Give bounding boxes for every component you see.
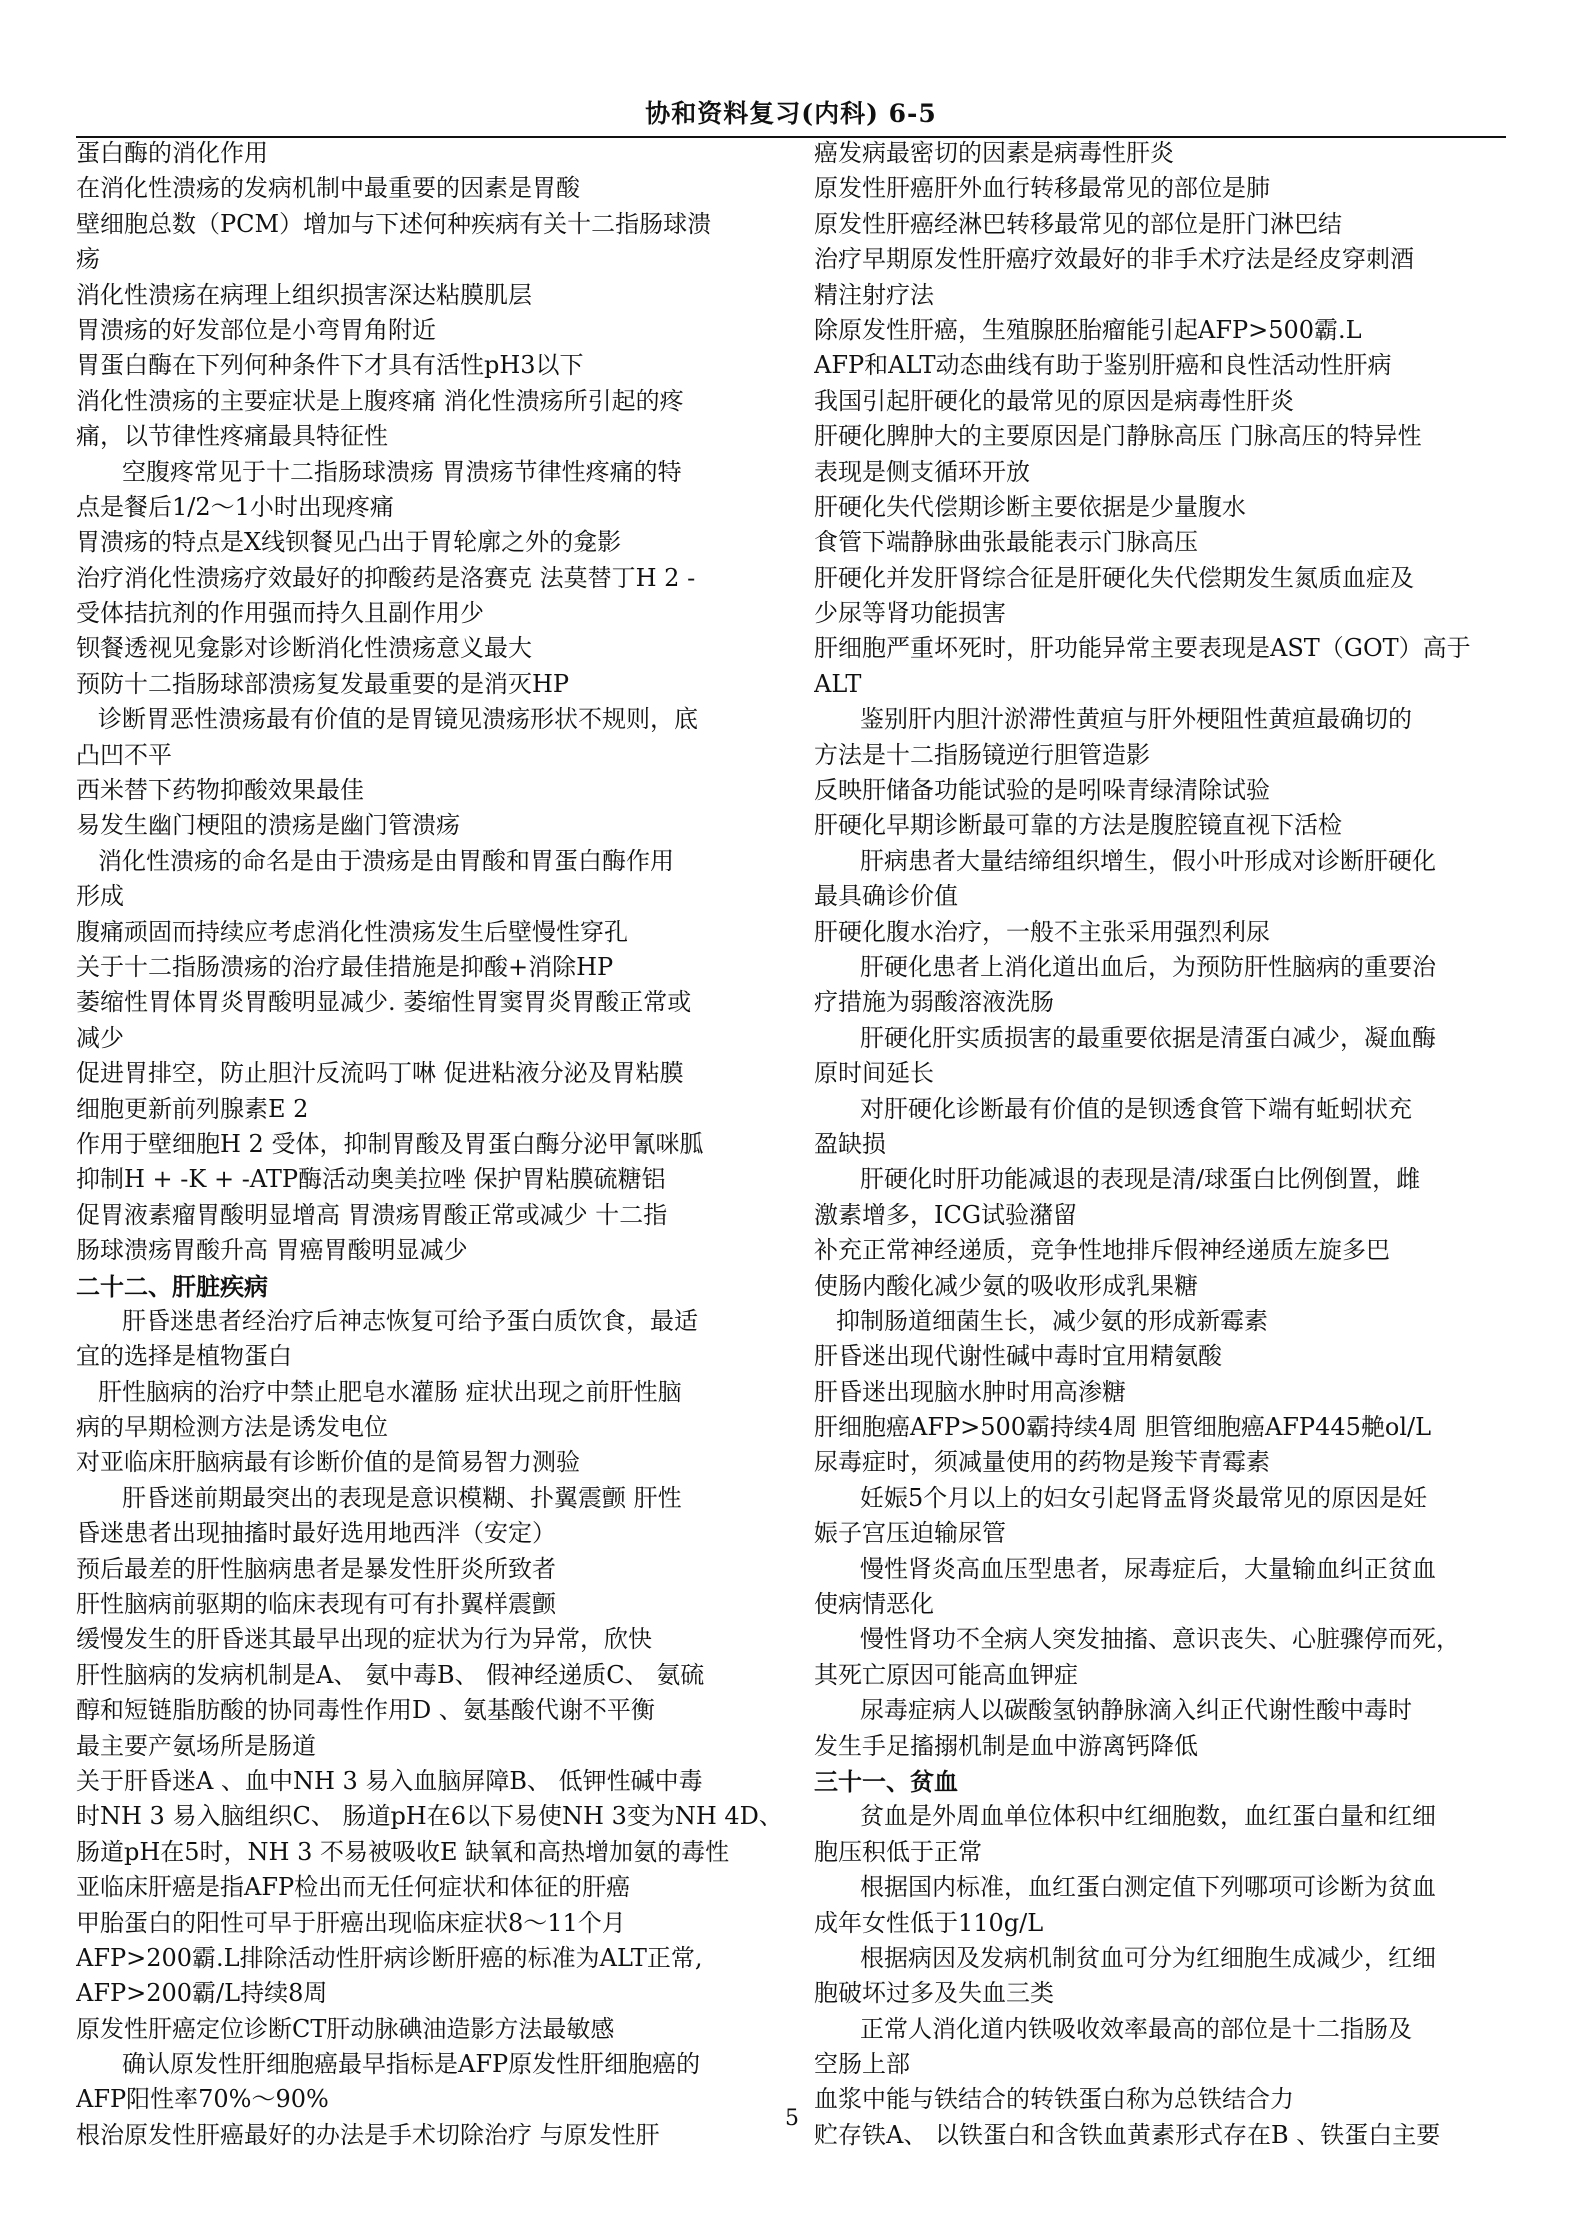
text-line: 亚临床肝癌是指AFP检出而无任何症状和体征的肝癌 xyxy=(76,1873,631,1902)
text-line: 作用于壁细胞H 2 受体，抑制胃酸及胃蛋白酶分泌甲氰咪胍 xyxy=(76,1129,704,1158)
text-line: 凸凹不平 xyxy=(76,740,172,769)
text-line: 肝昏迷患者经治疗后神志恢复可给予蛋白质饮食，最适 xyxy=(122,1306,698,1335)
text-line: AFP阳性率70%～90% xyxy=(76,2085,329,2114)
text-line: 在消化性溃疡的发病机制中最重要的因素是胃酸 xyxy=(76,174,580,203)
text-line: 受体拮抗剂的作用强而持久且副作用少 xyxy=(76,599,484,628)
text-line: 精注射疗法 xyxy=(814,280,934,309)
text-line: 肠道pH在5时，NH 3 不易被吸收E 缺氧和高热增加氨的毒性 xyxy=(76,1837,730,1866)
text-line: 激素增多，ICG试验潴留 xyxy=(814,1200,1078,1229)
text-line: 最具确诊价值 xyxy=(814,882,958,911)
text-line: 病的早期检测方法是诱发电位 xyxy=(76,1413,388,1442)
text-line: 甲胎蛋白的阳性可早于肝癌出现临床症状8～11个月 xyxy=(76,1908,626,1937)
text-line: 形成 xyxy=(76,882,124,911)
text-line: 抑制H + -K + -ATP酶活动奥美拉唑 保护胃粘膜硫糖铝 xyxy=(76,1165,666,1194)
text-line: 鉴别肝内胆汁淤滞性黄疸与肝外梗阻性黄疸最确切的 xyxy=(860,705,1412,734)
text-line: 对肝硬化诊断最有价值的是钡透食管下端有蚯蚓状充 xyxy=(860,1094,1412,1123)
left-column xyxy=(76,136,786,2153)
text-line: 肝硬化早期诊断最可靠的方法是腹腔镜直视下活检 xyxy=(814,811,1342,840)
text-line: 治疗早期原发性肝癌疗效最好的非手术疗法是经皮穿刺酒 xyxy=(814,245,1414,274)
text-line: 肝硬化时肝功能减退的表现是清/球蛋白比例倒置，雌 xyxy=(860,1165,1421,1194)
text-line: 壁细胞总数（PCM）增加与下述何种疾病有关十二指肠球溃 xyxy=(76,209,712,238)
text-line: 胃蛋白酶在下列何种条件下才具有活性pH3以下 xyxy=(76,351,584,380)
text-line: 点是餐后1/2～1小时出现疼痛 xyxy=(76,492,394,521)
text-line: 其死亡原因可能高血钾症 xyxy=(814,1660,1078,1689)
text-line: 肝硬化脾肿大的主要原因是门静脉高压 门脉高压的特异性 xyxy=(814,422,1422,451)
text-line: 慢性肾炎高血压型患者，尿毒症后，大量输血纠正贫血 xyxy=(860,1554,1436,1583)
text-line: 胞压积低于正常 xyxy=(814,1837,982,1866)
text-line: 使肠内酸化减少氨的吸收形成乳果糖 xyxy=(814,1271,1198,1300)
text-line: 盈缺损 xyxy=(814,1129,886,1158)
text-line: 空腹疼常见于十二指肠球溃疡 胃溃疡节律性疼痛的特 xyxy=(122,457,682,486)
text-line: 治疗消化性溃疡疗效最好的抑酸药是洛赛克 法莫替丁H 2 - xyxy=(76,563,696,592)
text-line: 时NH 3 易入脑组织C、 肠道pH在6以下易使NH 3变为NH 4D、 xyxy=(76,1802,783,1831)
text-line: 空肠上部 xyxy=(814,2050,910,2079)
text-line: 胞破坏过多及失血三类 xyxy=(814,1979,1054,2008)
text-line: 对亚临床肝脑病最有诊断价值的是简易智力测验 xyxy=(76,1448,580,1477)
text-line: ALT xyxy=(814,669,862,698)
text-line: 消化性溃疡在病理上组织损害深达粘膜肌层 xyxy=(76,280,532,309)
text-line: 醇和短链脂肪酸的协同毒性作用D 、氨基酸代谢不平衡 xyxy=(76,1696,655,1725)
text-line: 表现是侧支循环开放 xyxy=(814,457,1030,486)
text-line: 肝性脑病前驱期的临床表现有可有扑翼样震颤 xyxy=(76,1590,556,1619)
text-line: 肠球溃疡胃酸升高 胃癌胃酸明显减少 xyxy=(76,1236,468,1265)
text-line: 肝昏迷出现脑水肿时用高渗糖 xyxy=(814,1377,1126,1406)
text-line: 癌发病最密切的因素是病毒性肝炎 xyxy=(814,139,1174,167)
text-line: 最主要产氨场所是肠道 xyxy=(76,1731,316,1760)
text-line: 诊断胃恶性溃疡最有价值的是胃镜见溃疡形状不规则，底 xyxy=(98,705,698,734)
page-number: 5 xyxy=(785,2106,799,2131)
text-line: 易发生幽门梗阻的溃疡是幽门管溃疡 xyxy=(76,811,460,840)
text-line: 反映肝储备功能试验的是吲哚青绿清除试验 xyxy=(814,776,1270,805)
text-line: 肝性脑病的治疗中禁止肥皂水灌肠 症状出现之前肝性脑 xyxy=(98,1377,682,1406)
text-line: 补充正常神经递质，竞争性地排斥假神经递质左旋多巴 xyxy=(814,1236,1390,1265)
text-line: 成年女性低于110g/L xyxy=(814,1908,1044,1937)
text-line: 促进胃排空，防止胆汁反流吗丁啉 促进粘液分泌及胃粘膜 xyxy=(76,1059,684,1088)
text-line: 宜的选择是植物蛋白 xyxy=(76,1342,292,1371)
text-line: 关于肝昏迷A 、血中NH 3 易入血脑屏障B、 低钾性碱中毒 xyxy=(76,1766,703,1795)
text-line: 胃溃疡的特点是X线钡餐见凸出于胃轮廓之外的龛影 xyxy=(76,528,622,557)
text-line: 原时间延长 xyxy=(814,1059,934,1088)
text-line: 尿毒症时，须减量使用的药物是羧苄青霉素 xyxy=(814,1448,1270,1477)
text-line: 根治原发性肝癌最好的办法是手术切除治疗 与原发性肝 xyxy=(76,2120,660,2149)
text-line: 肝硬化失代偿期诊断主要依据是少量腹水 xyxy=(814,492,1246,521)
text-line: 肝硬化腹水治疗，一般不主张采用强烈利尿 xyxy=(814,917,1270,946)
text-line: 预后最差的肝性脑病患者是暴发性肝炎所致者 xyxy=(76,1554,556,1583)
text-line: 根据病因及发病机制贫血可分为红细胞生成减少，红细 xyxy=(860,1943,1436,1972)
text-line: 疡 xyxy=(76,245,100,274)
text-line: 慢性肾功不全病人突发抽搐、意识丧失、心脏骤停而死， xyxy=(860,1625,1460,1654)
text-line: 除原发性肝癌，生殖腺胚胎瘤能引起AFP>500霸.L xyxy=(814,315,1362,344)
text-line: AFP>200霸.L排除活动性肝病诊断肝癌的标准为ALT正常, xyxy=(76,1943,703,1972)
text-line: 预防十二指肠球部溃疡复发最重要的是消灭HP xyxy=(76,669,570,698)
text-line: 娠子宫压迫输尿管 xyxy=(814,1519,1006,1548)
text-line: 痛，以节律性疼痛最具特征性 xyxy=(76,422,388,451)
text-line: 确认原发性肝细胞癌最早指标是AFP原发性肝细胞癌的 xyxy=(122,2050,701,2079)
text-line: 食管下端静脉曲张最能表示门脉高压 xyxy=(814,528,1198,557)
text-line: 肝硬化并发肝肾综合征是肝硬化失代偿期发生氮质血症及 xyxy=(814,563,1414,592)
right-column xyxy=(814,136,1524,2153)
text-line: 疗措施为弱酸溶液洗肠 xyxy=(814,988,1054,1017)
text-line: 妊娠5个月以上的妇女引起肾盂肾炎最常见的原因是妊 xyxy=(860,1483,1428,1512)
text-line: 血浆中能与铁结合的转铁蛋白称为总铁结合力 xyxy=(814,2085,1294,2114)
text-line: 细胞更新前列腺素E 2 xyxy=(76,1094,309,1123)
text-line: 肝硬化患者上消化道出血后，为预防肝性脑病的重要治 xyxy=(860,952,1436,981)
text-line: 肝病患者大量结缔组织增生，假小叶形成对诊断肝硬化 xyxy=(860,846,1436,875)
text-line: 方法是十二指肠镜逆行胆管造影 xyxy=(814,740,1150,769)
text-line: AFP>200霸/L持续8周 xyxy=(76,1979,328,2008)
text-line: 贮存铁A、 以铁蛋白和含铁血黄素形式存在B 、铁蛋白主要 xyxy=(814,2120,1441,2149)
text-line: 关于十二指肠溃疡的治疗最佳措施是抑酸+消除HP xyxy=(76,952,614,981)
text-line: 发生手足搐搦机制是血中游离钙降低 xyxy=(814,1731,1198,1760)
text-line: 肝性脑病的发病机制是A、 氨中毒B、 假神经递质C、 氨硫 xyxy=(76,1660,705,1689)
text-line: 胃溃疡的好发部位是小弯胃角附近 xyxy=(76,315,436,344)
text-line: 肝昏迷前期最突出的表现是意识模糊、扑翼震颤 肝性 xyxy=(122,1483,682,1512)
text-line: 蛋白酶的消化作用 xyxy=(76,139,268,167)
text-line: 尿毒症病人以碳酸氢钠静脉滴入纠正代谢性酸中毒时 xyxy=(860,1696,1412,1725)
text-line: 钡餐透视见龛影对诊断消化性溃疡意义最大 xyxy=(76,634,532,663)
text-line: 消化性溃疡的命名是由于溃疡是由胃酸和胃蛋白酶作用 xyxy=(98,846,674,875)
page-header xyxy=(76,92,1506,138)
text-line: 正常人消化道内铁吸收效率最高的部位是十二指肠及 xyxy=(860,2014,1412,2043)
text-line: 贫血是外周血单位体积中红细胞数，血红蛋白量和红细 xyxy=(860,1802,1436,1831)
text-line: AFP和ALT动态曲线有助于鉴别肝癌和良性活动性肝病 xyxy=(814,351,1392,380)
document-title: 协和资料复习(内科) 6-5 xyxy=(645,99,937,128)
section-heading: 二十二、肝脏疾病 xyxy=(76,1271,268,1301)
text-line: 抑制肠道细菌生长，减少氨的形成新霉素 xyxy=(836,1306,1268,1335)
text-line: 促胃液素瘤胃酸明显增高 胃溃疡胃酸正常或减少 十二指 xyxy=(76,1200,668,1229)
text-line: 肝细胞严重坏死时，肝功能异常主要表现是AST（GOT）高于 xyxy=(814,634,1471,663)
text-line: 少尿等肾功能损害 xyxy=(814,599,1006,628)
text-line: 肝硬化肝实质损害的最重要依据是清蛋白减少，凝血酶 xyxy=(860,1023,1436,1052)
text-line: 肝细胞癌AFP>500霸持续4周 胆管细胞癌AFP445艴ol/L xyxy=(814,1413,1432,1442)
text-line: 我国引起肝硬化的最常见的原因是病毒性肝炎 xyxy=(814,386,1294,415)
text-line: 消化性溃疡的主要症状是上腹疼痛 消化性溃疡所引起的疼 xyxy=(76,386,684,415)
text-line: 缓慢发生的肝昏迷其最早出现的症状为行为异常，欣快 xyxy=(76,1625,652,1654)
text-line: 原发性肝癌肝外血行转移最常见的部位是肺 xyxy=(814,174,1270,203)
section-heading: 三十一、贫血 xyxy=(814,1766,958,1796)
text-line: 根据国内标准，血红蛋白测定值下列哪项可诊断为贫血 xyxy=(860,1873,1436,1902)
text-line: 使病情恶化 xyxy=(814,1590,934,1619)
text-line: 西米替下药物抑酸效果最佳 xyxy=(76,776,364,805)
text-line: 肝昏迷出现代谢性碱中毒时宜用精氨酸 xyxy=(814,1342,1222,1371)
text-line: 原发性肝癌定位诊断CT肝动脉碘油造影方法最敏感 xyxy=(76,2014,615,2043)
text-line: 原发性肝癌经淋巴转移最常见的部位是肝门淋巴结 xyxy=(814,209,1342,238)
text-line: 昏迷患者出现抽搐时最好选用地西泮（安定） xyxy=(76,1519,556,1548)
text-line: 腹痛顽固而持续应考虑消化性溃疡发生后壁慢性穿孔 xyxy=(76,917,628,946)
text-line: 减少 xyxy=(76,1023,124,1052)
text-line: 萎缩性胃体胃炎胃酸明显减少. 萎缩性胃窦胃炎胃酸正常或 xyxy=(76,988,692,1017)
